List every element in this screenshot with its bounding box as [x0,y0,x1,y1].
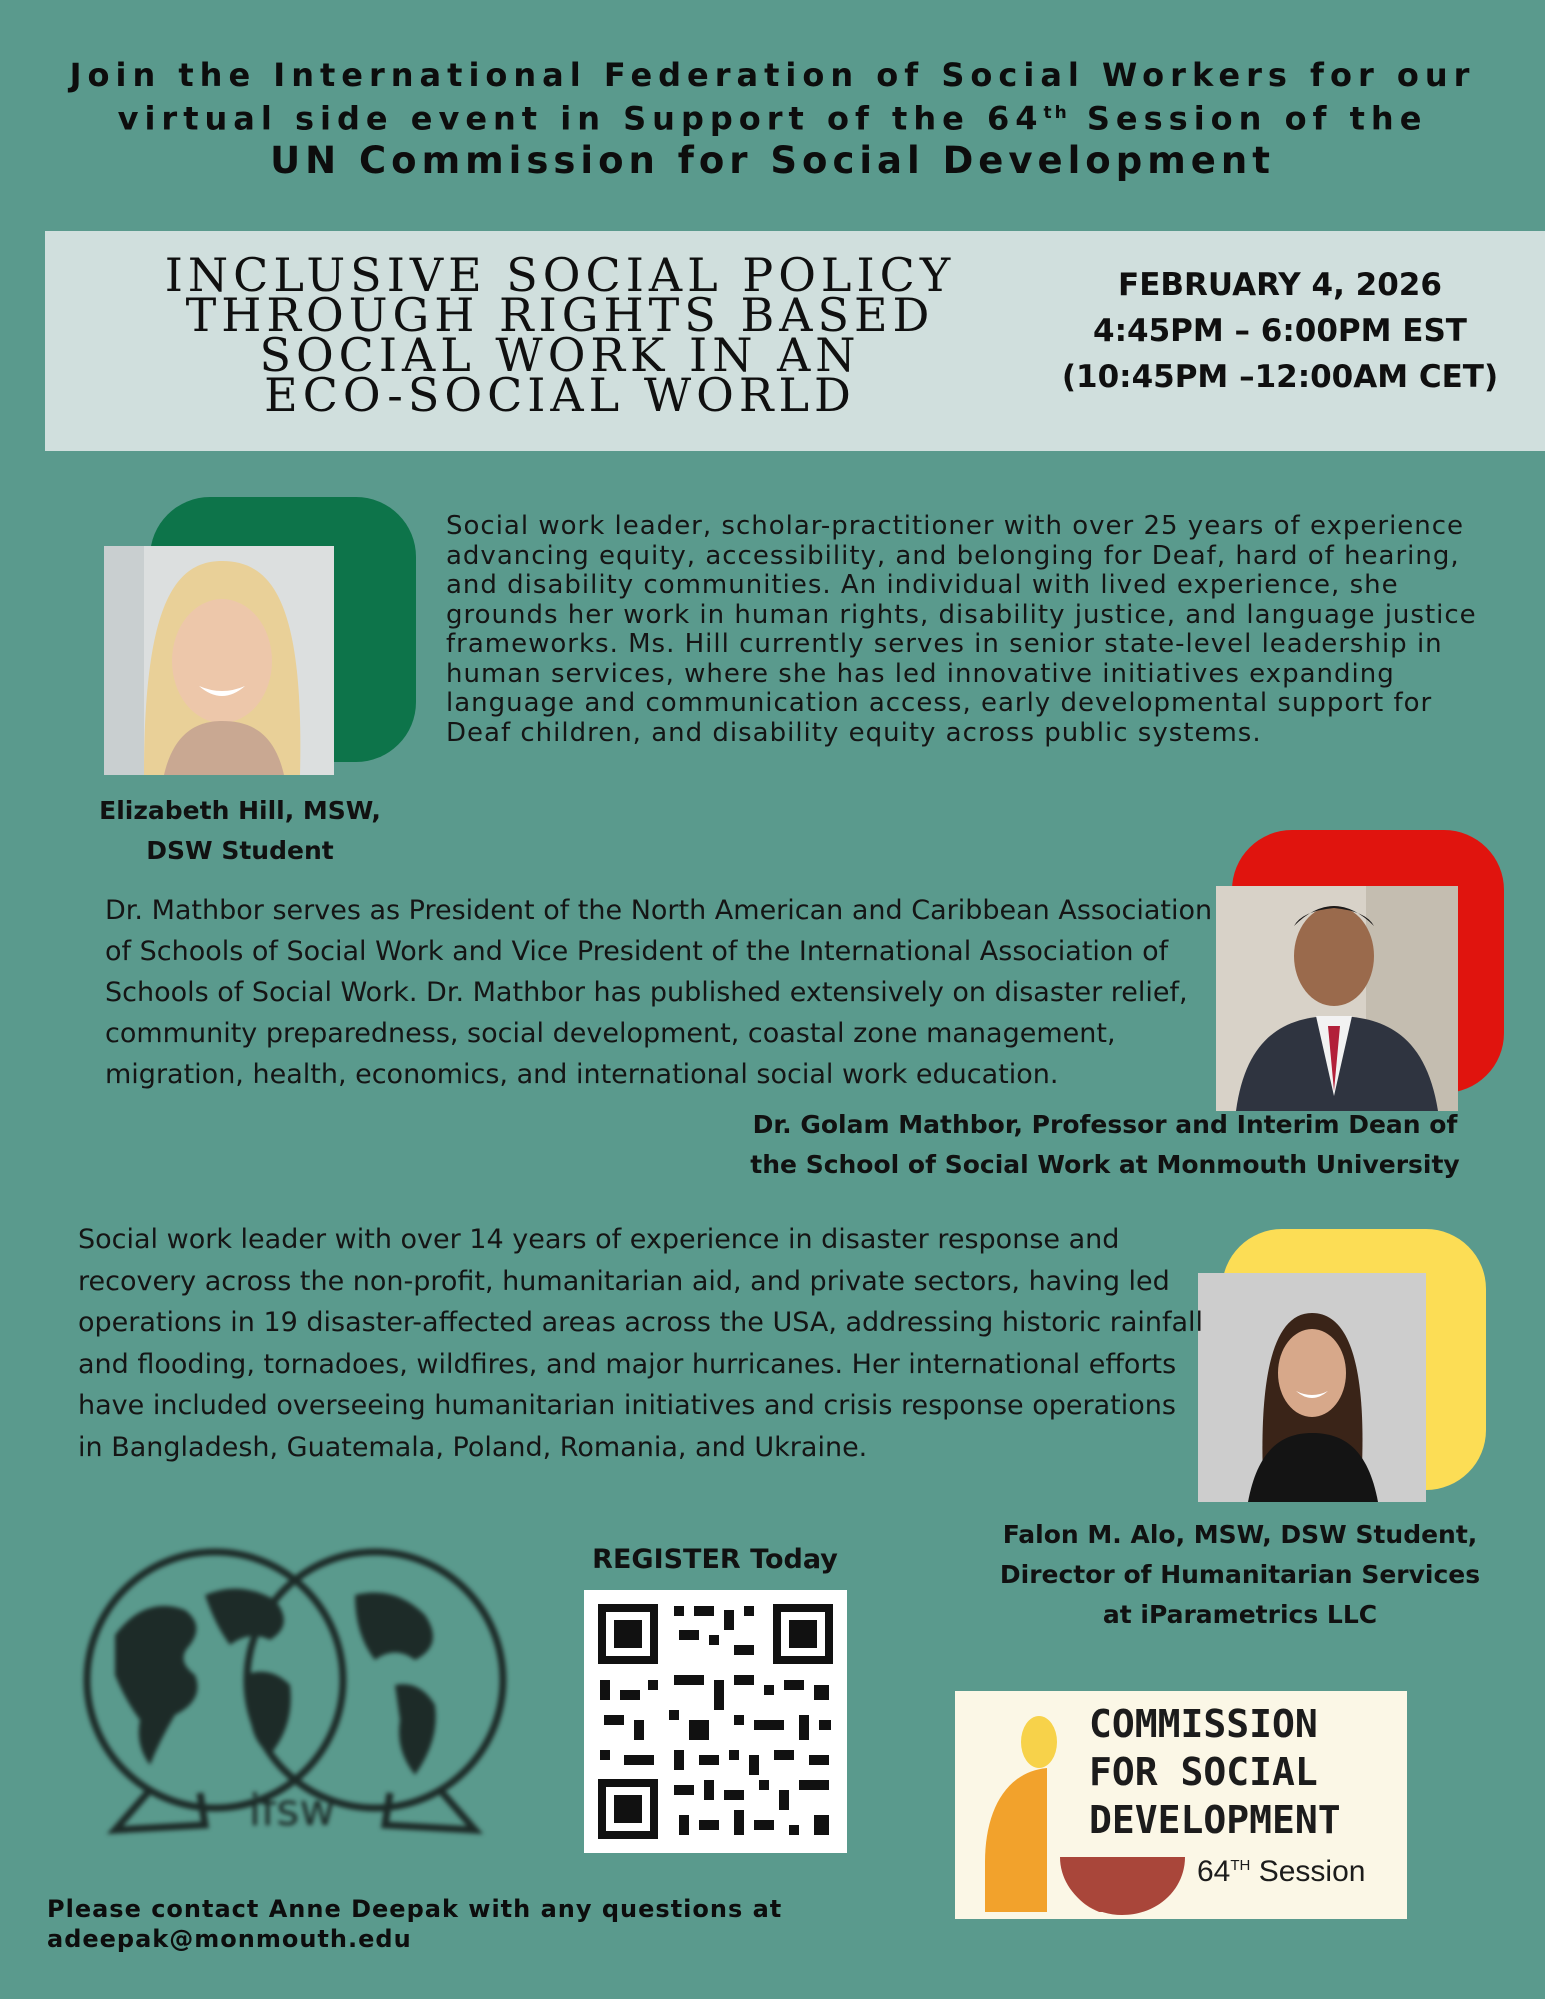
contact-email[interactable]: adeepak@monmouth.edu [47,1925,412,1953]
speaker-1-photo [104,546,334,775]
speaker-1-bio: Social work leader, scholar-practitioner with over 25 years of experience advancing equity, accessibility, and belonging for Deaf, hard of hearing, and disability communities. An individual with lived experience, she grounds her work in human rights, disability justice, and language justice frameworks. Ms. Hill currently serves in senior state-level leadership in human services, where she has led innovative initiatives expanding language and communication access, early developmental support for Deaf children, and disability equity across public systems. [446,511,1477,748]
header-line-1: Join the International Federation of Social Workers for our [69,56,1476,94]
contact-info [47,1894,947,1954]
speaker-2-photo [1216,886,1458,1111]
event-datetime [1040,262,1520,400]
ifsw-logo-text: ifsw [248,1785,336,1836]
speaker-2-bio: Dr. Mathbor serves as President of the North American and Caribbean Association of Schools of Social Work and Vice President of the International Association of Schools of Social Work. Dr. Mathbor has published extensively on disaster relief, community preparedness, social development, coastal zone management, migration, health, economics, and international social work education. [105,895,1213,1090]
event-time-est: 4:45PM – 6:00PM EST [1093,313,1467,349]
contact-line: Please contact Anne Deepak with any questions at [47,1895,783,1923]
header [0,56,1545,184]
event-date: FEBRUARY 4, 2026 [1118,267,1442,303]
globe-logo-icon [55,1525,530,1855]
csd-logo-text: COMMISSION FOR SOCIAL DEVELOPMENT [1089,1702,1341,1842]
speaker-3-name: Falon M. Alo, MSW, DSW Student, Director of Humanitarian Services at iParametrics LLC [999,1520,1481,1629]
header-line-2: virtual side event in Support of the 64th Session of the [117,99,1428,138]
speaker-3-photo [1198,1273,1426,1502]
csd-session-label: 64TH Session [1197,1855,1366,1888]
event-time-cet: (10:45PM –12:00AM CET) [1061,359,1499,395]
event-title: INCLUSIVE SOCIAL POLICY THROUGH RIGHTS BASED SOCIAL WORK IN AN ECO-SOCIAL WORLD [164,248,956,422]
header-line-3: UN Commission for Social Development [270,138,1275,182]
speaker-2-name: Dr. Golam Mathbor, Professor and Interim Dean of the School of Social Work at Monmouth University [750,1110,1460,1179]
speaker-1-name: Elizabeth Hill, MSW, DSW Student [99,796,381,865]
speaker-3-bio: Social work leader with over 14 years of experience in disaster response and recovery across the non-profit, humanitarian aid, and private sectors, having led operations in 19 disaster-affected areas across the USA, addressing historic rainfall and flooding, tornadoes, wildfires, and major hurricanes. Her international efforts have included overseeing humanitarian initiatives and crisis response operations in Bangladesh, Guatemala, Poland, Romania, and Ukraine. [78,1224,1204,1463]
register-label: REGISTER Today [592,1544,838,1575]
qr-code-icon[interactable] [584,1590,847,1853]
